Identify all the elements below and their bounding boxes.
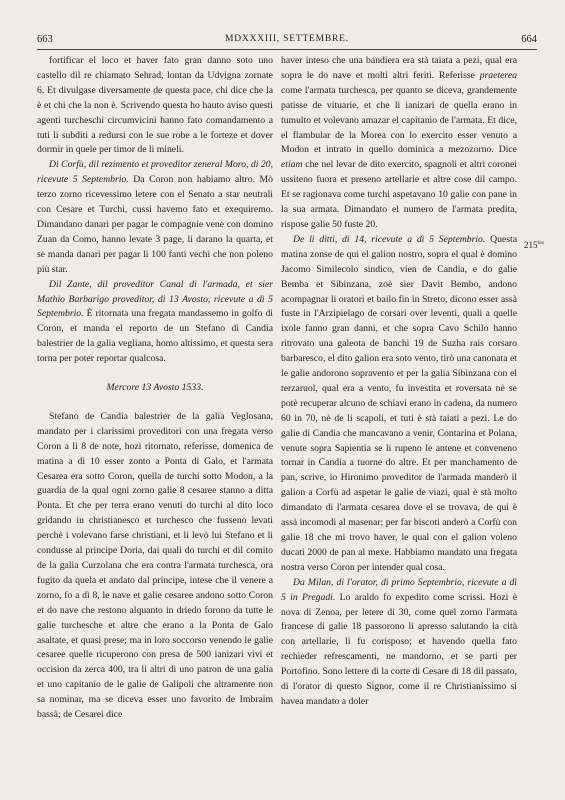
text-run: È ritornata una fregata mandassemo in golfo di Coron, et manda el reporto de un Stefano di Candia balestrier de la galia vegliana, homo altissimo, et questa sera torna per poter reportar qualcosa.	[37, 308, 273, 365]
italic-text: etiam	[281, 159, 303, 171]
running-title: MDXXXIII, SETTEMBRE.	[225, 34, 349, 44]
margin-folio-note	[524, 240, 544, 250]
date-heading	[37, 381, 273, 396]
text-run: fortificar el loco et haver fato gran danno soto uno castello dil re chiamato Sehrad, lontan da Udvigna zornate 6. Et divulgase diversamente de questa pace, chi dice che la è et chi che la non è. Scrivendo questa ho hauto aviso questi agenti turcheschi circumvicini hanno fato comandamento a tuti li subditi a redursi con le sue robe a le forteze et dover dormir in quele per timor de li mineli.	[37, 55, 273, 156]
text-run: che nel levar de dito exercito, spagnoli et altri coronei ussiteno fuora et preseno artellarie et altre cose dil campo. Et se ragionava come turchi aspetavano 10 galie con pane in la sua armata. Dimandato el numero de l'armata predita, rispose galie 50 fuste 20.	[281, 159, 517, 230]
page-number-left: 663	[37, 34, 53, 45]
header-rule	[37, 49, 537, 50]
text-run: haver inteso che una bandiera era stà taiata a pezi, qual era sopra le do nave et molti altri feriti. Referisse	[281, 55, 517, 81]
italic-text: Mercore 13 Avosto 1533.	[106, 382, 204, 394]
running-header	[37, 34, 537, 48]
text-run: Questa matina zonse de qui el galion nostro, sopra el qual è domino Jacomo Similecolo sindico, vien de Candia, e do galie Bemba et Sibinzana, zoè sier Davit Bembo, andono acompagnar li oratori et bailo fin in Streto, dicono esser assà fuste in l'Arzipielago de corsari over leventi, quali a quelle ixole fanno gran danni, et che sopra Cavo Schilo hanno ritrovato una galeota de banchi 19 de Suzha rais corsaro barbaresco, el dito galion era soto vento, tirò una canonata et le galie andorono sopravento et per la galia Sibinzana con el terzaruol, qual era a vento, fu investita et roversata nè se potè recuperar alcuno de schiavi erano in cadena, da numero 60 in 70, nè de li scapoli, et tuti è stà taiati a pezi. Le do galie di Candia che mancavano a venir, Contarina et Polana, venute sopra Sapientia se li rupeno le antene et conveneno tornar in Candia a tuorne do altre. Et per manchamento de pan, scrive, io Hironimo proveditor de l'armada manderò il galion a Corfù ad aspetar le galie de viazi, qual è stà molto dimandato di l'armata cesarea dove el se trovava, de qui è assà incomodi al masenar; per far biscoti anderò a Corfù con galie 18 che mi trovo haver, le qual con el galion voleno ducati 2000 de pan al mexe. Habbiamo mandato una fregata nostra verso Coron per intender qual cosa.	[281, 233, 517, 573]
italic-text: De li ditti, di 14, ricevute a dì 5 Septembrio.	[293, 233, 486, 245]
italic-text: Dil Zante, dil proveditor Canal di l'armada, et sier Mathio Barbarigo proveditor, di 13 Avosto, ricevute a dì 5 Septembrio.	[37, 278, 273, 320]
right-text-column	[281, 54, 517, 710]
text-run: Da Coron non habiamo altro. Mò terzo zorno ricevessimo letere con el Senato a star neutrali con Cesare et Turchi, cussi havemo fato et exequiremo. Dimandano danari per pagar le compagnie vene con domino Zuan da Como, hanno levate 3 page, li darano la quarta, et se manda danari per pagar li 100 fanti vechi che non poleno più star.	[37, 174, 273, 275]
text-run: Stefano de Candia balestrier de la galia Veglosana, mandato per i clarissimi proveditori con una fregata verso Coron a li 8 de note, hozi ritornato, referisse, domenica de matina a dì 10 esser zonto a Ponta di Galo, et l'armata Cesarea era sotto Coron, quella de turchi sotto Modon, a la guardia de la qual ogni zorno galie 8 cesaree stanno a ditta Ponta. Et che per terra erano venuti do turchi al dito loco gridando in christianesco et turchesco che fusseno levati perchè i volevano farse christiani, et li levò lui Stefano et li condusse al principe Doria, dai quali do turchi et dil comito de la galia Curzolana che era contra l'armata turchesca, ora fugito da quela et andato dal principe, intese che il venere a zorno, fo a dì 8, le nave et galie cesaree andono sotto Coron et do nave che restono alquanto in driedo forono da tutte le galie turchesche et altre che erano a la Ponta de Galo asaltate, et quasi prese; ma in loro soccorso venendo le galie cesaree quelle ricuperono con presa de 500 ianizari vivi et occision da zerca 400, tra li altri di uno patron de una galia et uno capitanio de le galie de Galipoli che altramente non sa nominar, ma se diceva esser uno favorito de Imbraim bassà; de Cesarei dice	[37, 410, 273, 721]
text-run: Lo araldo fo expedito come scrissi. Hozi è nova di Zenoa, per letere di 30, come quel zorno l'armata francese di galie 18 passorono lì apresso salutando la cità con artellarie, li fu corisposo; et havendo quella fato rechieder refrescamenti, ne mandorno, et se parti per Portofino. Sono lettere di la corte di Cesare di 18 dil passato, di l'orator di questo Signor, come il re Christianissimo si havea mandato a doler	[281, 591, 517, 707]
paragraph	[37, 158, 273, 277]
italic-text: praeterea	[479, 69, 517, 81]
left-text-column	[37, 54, 273, 723]
paragraph	[37, 410, 273, 723]
text-run: come l'armata turchesca, per quanto se diceva, grandemente patisse de vituarie, et che li ianizari de quella erano in tumulto et volevano amazar el capitanio de l'armata. Et dice, el flambular de la Morea con lo exercito esser venuto a Modon et intrato in quello dominica a mezozorno. Dice	[281, 84, 517, 156]
paragraph	[37, 54, 273, 158]
margin-folio-number: 215	[524, 240, 538, 250]
page-number-right: 664	[521, 34, 537, 45]
italic-text: Di Corfù, dil rezimento et proveditor zeneral Moro, di 20, ricevute 5 Septembrio.	[37, 159, 273, 186]
margin-folio-suffix: bis	[537, 240, 544, 246]
paragraph	[37, 278, 273, 367]
italic-text: Da Milan, di l'orator, di primo Septembrio, ricevute a dì 5 in Pregadi.	[281, 576, 517, 603]
paragraph	[281, 576, 517, 710]
paragraph	[281, 233, 517, 576]
paragraph	[281, 54, 517, 233]
